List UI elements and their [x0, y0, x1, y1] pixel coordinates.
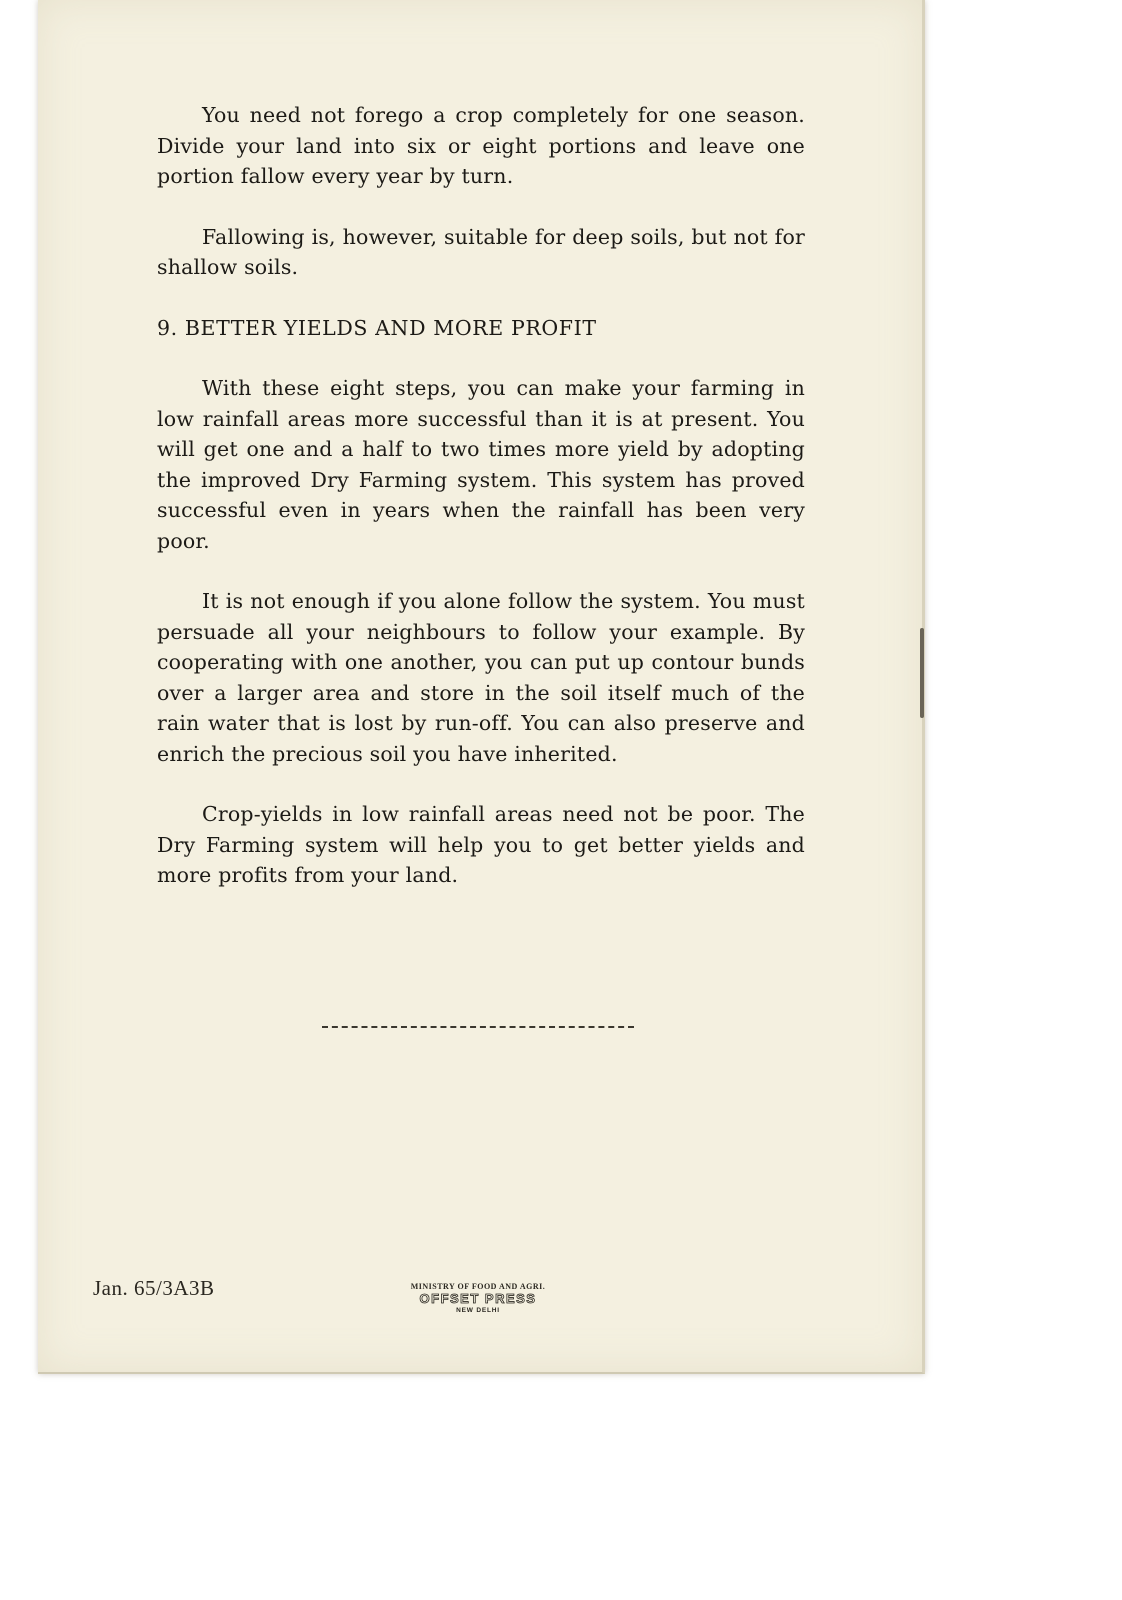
print-code: Jan. 65/3A3B [93, 1276, 215, 1300]
press-imprint [378, 1282, 578, 1315]
binding-edge-mark [920, 628, 924, 718]
body-text [157, 100, 805, 921]
paragraph-cooperation: It is not enough if you alone follow the system. You must persuade all your neighbours to follow your example. By cooperating with one another, you can put up contour bunds over a larger area and store in the soil itself much of the rain water that is lost by run-off. You can also preserve and enrich the precious soil you have inherited. [157, 589, 805, 766]
press-ministry-line: MINISTRY OF FOOD AND AGRI. [410, 1282, 546, 1291]
press-name-line: OFFSET PRESS [419, 1291, 537, 1306]
paragraph-eight-steps: With these eight steps, you can make your farming in low rainfall areas more successful than it is at present. You will get one and a half to two times more yield by adopting the improved Dry Farming system. This system has proved successful even in years when the rainfall has been very poor. [157, 376, 805, 553]
press-city-line: NEW DELHI [456, 1307, 500, 1314]
paragraph-conclusion: Crop-yields in low rainfall areas need not be poor. The Dry Farming system will help you to get better yields and more profits from your land. [157, 802, 805, 887]
paragraph-fallowing-soils: Fallowing is, however, suitable for deep soils, but not for shallow soils. [157, 224, 805, 279]
dashed-divider [322, 1026, 634, 1028]
section-heading: 9. BETTER YIELDS AND MORE PROFIT [157, 315, 597, 340]
paragraph-partial-fallowing: You need not forego a crop completely for one season. Divide your land into six or eight portions and leave one portion fallow every year by turn. [157, 103, 805, 188]
